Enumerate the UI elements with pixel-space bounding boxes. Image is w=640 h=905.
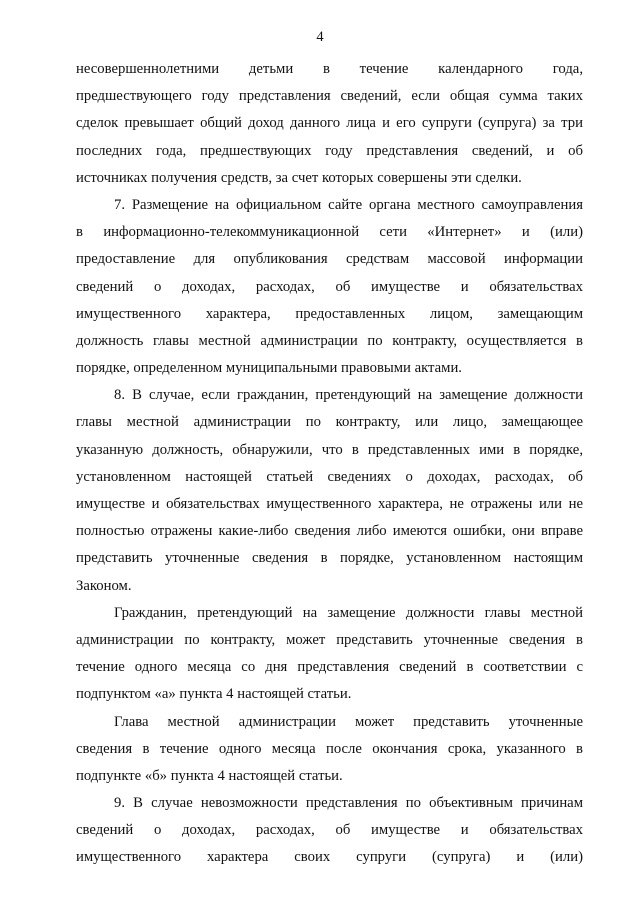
text-line: несовершеннолетними детьми в течение календарного года,: [76, 61, 583, 77]
text-line: предоставление для опубликования средствам массовой информации: [76, 251, 583, 268]
text-line: 7. Размещение на официальном сайте органа местного самоуправления: [114, 196, 583, 213]
text-line: сделок превышает общий доход данного лица и его супруги (супруга) за три: [76, 115, 583, 132]
text-line: Гражданин, претендующий на замещение должности главы местной: [114, 604, 583, 621]
text-line: источниках получения средств, за счет которых совершены эти сделки.: [76, 169, 522, 186]
text-line: указанную должность, обнаружили, что в представленных ими в порядке,: [76, 441, 583, 458]
text-line: подпунктом «а» пункта 4 настоящей статьи.: [76, 686, 352, 703]
text-line: 8. В случае, если гражданин, претендующий на замещение должности: [114, 387, 583, 404]
text-line: администрации по контракту, может представить уточненные сведения в: [76, 631, 583, 648]
text-line: Законом.: [76, 577, 132, 594]
text-line: предшествующего году представления сведений, если общая сумма таких: [76, 88, 583, 105]
text-line: имуществе и обязательствах имущественного характера, не отражены или не: [76, 496, 583, 512]
text-line: сведений о доходах, расходах, об имуществе и обязательствах: [76, 822, 583, 839]
text-line: сведения в течение одного месяца после окончания срока, указанного в: [76, 740, 583, 757]
text-line: 9. В случае невозможности представления по объективным причинам: [114, 795, 583, 812]
text-line: главы местной администрации по контракту, или лицо, замещающее: [76, 414, 583, 431]
text-line: установленном настоящей статьей сведениях о доходах, расходах, об: [76, 468, 583, 485]
text-line: последних года, предшествующих году представления сведений, и об: [76, 142, 583, 159]
text-line: Глава местной администрации может представить уточненные: [114, 713, 583, 730]
text-line: подпункте «б» пункта 4 настоящей статьи.: [76, 767, 343, 784]
text-line: имущественного характера, предоставленных лицом, замещающим: [76, 305, 583, 322]
text-line: порядке, определенном муниципальными правовыми актами.: [76, 360, 462, 377]
page-number: 4: [316, 29, 324, 45]
text-line: имущественного характера своих супруги (супруга) и (или): [76, 849, 583, 866]
document-body: [76, 56, 583, 872]
text-line: в информационно-телекоммуникационной сети «Интернет» и (или): [76, 224, 583, 241]
text-line: представить уточненные сведения в порядке, установленном настоящим: [76, 550, 583, 567]
text-line: должность главы местной администрации по контракту, осуществляется в: [76, 332, 583, 349]
text-line: течение одного месяца со дня представления сведений в соответствии с: [76, 659, 583, 676]
text-line: полностью отражены какие-либо сведения либо имеются ошибки, они вправе: [76, 523, 583, 540]
text-line: сведений о доходах, расходах, об имуществе и обязательствах: [76, 278, 583, 295]
